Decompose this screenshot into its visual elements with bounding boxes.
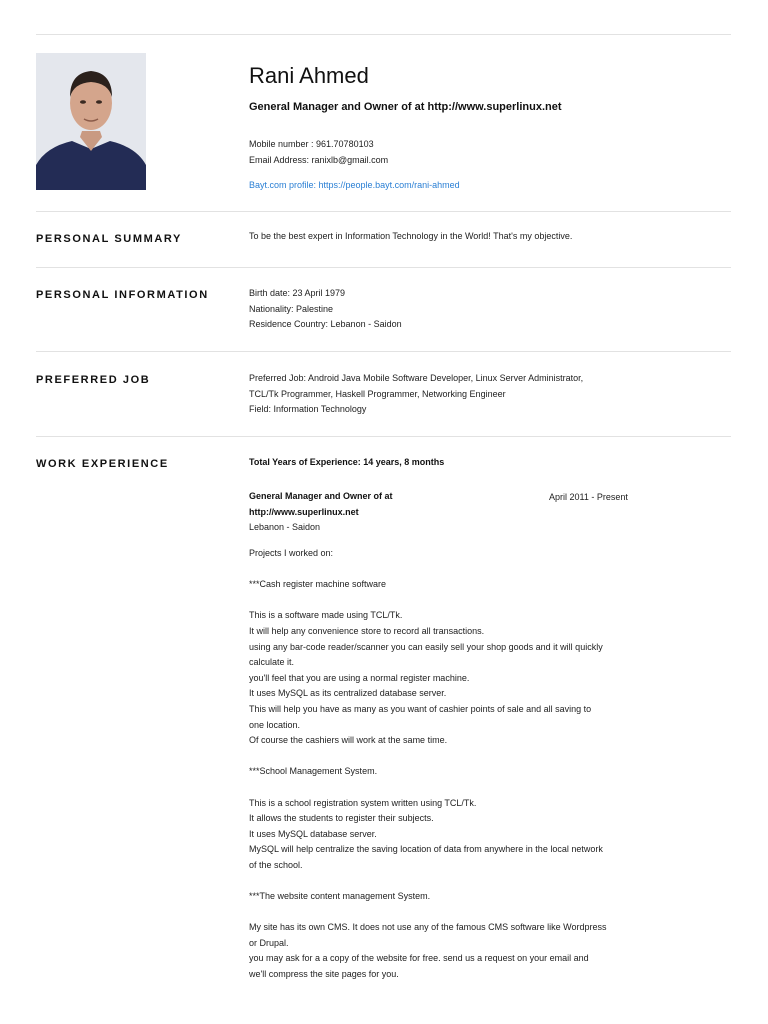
- job-description: [249, 546, 649, 983]
- job-description-line: [249, 905, 649, 921]
- preferred-field: Field: Information Technology: [249, 404, 367, 415]
- job-description-line: It will help any convenience store to record all transactions.: [249, 625, 485, 636]
- job-description-line: Projects I worked on:: [249, 548, 334, 558]
- section-title-summary: PERSONAL SUMMARY: [36, 233, 182, 245]
- section-title-personal: PERSONAL INFORMATION: [36, 289, 209, 301]
- job-title: General Manager and Owner of at: [249, 491, 393, 501]
- job-description-line: [249, 562, 649, 578]
- job-description-line: This will help you have as many as you want of cashier points of sale and all saving to: [249, 703, 592, 714]
- job-description-line: you may ask for a a copy of the website for free. send us a request on your email and: [249, 953, 589, 964]
- residence-country: Residence Country: Lebanon - Saidon: [249, 319, 402, 330]
- job-description-line: [249, 749, 649, 765]
- job-description-line: or Drupal.: [249, 937, 289, 948]
- divider-summary: [36, 211, 731, 212]
- nationality: Nationality: Palestine: [249, 303, 334, 314]
- summary-text-block: [249, 229, 649, 245]
- divider-preferred: [36, 351, 731, 352]
- profile-photo: [36, 53, 146, 190]
- divider-work: [36, 436, 731, 437]
- email-address: Email Address: ranixlb@gmail.com: [249, 155, 389, 165]
- job-description-line: [249, 593, 649, 609]
- job-description-line: [249, 873, 649, 889]
- top-divider: [36, 34, 731, 35]
- job-description-line: This is a school registration system written using TCL/Tk.: [249, 797, 477, 808]
- job-description-line: It uses MySQL database server.: [249, 828, 377, 839]
- job-description-line: of the school.: [249, 859, 303, 870]
- preferred-job-line: TCL/Tk Programmer, Haskell Programmer, Networking Engineer: [249, 388, 506, 399]
- job-description-line: It uses MySQL as its centralized database server.: [249, 688, 447, 699]
- candidate-name: Rani Ahmed: [249, 63, 369, 88]
- job-description-line: ***The website content management System.: [249, 891, 431, 902]
- job-description-line: MySQL will help centralize the saving location of data from anywhere in the local network: [249, 844, 603, 855]
- job-date-range: April 2011 - Present: [549, 492, 628, 502]
- total-experience: Total Years of Experience: 14 years, 8 months: [249, 457, 445, 467]
- job-location: Lebanon - Saidon: [249, 522, 321, 533]
- preferred-job-block: [249, 371, 649, 418]
- job-description-line: using any bar-code reader/scanner you can easily sell your shop goods and it will quickly: [249, 641, 603, 652]
- personal-info-block: [249, 286, 649, 333]
- job-description-line: ***School Management System.: [249, 766, 378, 777]
- section-title-preferred: PREFERRED JOB: [36, 374, 151, 386]
- person-photo-icon: [36, 53, 146, 190]
- job-description-line: This is a software made using TCL/Tk.: [249, 610, 403, 621]
- candidate-headline: General Manager and Owner of at http://www.superlinux.net: [249, 101, 562, 113]
- job-description-line: we'll compress the site pages for you.: [249, 969, 399, 980]
- job-company-url: http://www.superlinux.net: [249, 506, 359, 517]
- preferred-job-line: Preferred Job: Android Java Mobile Software Developer, Linux Server Administrator,: [249, 373, 584, 383]
- job-description-line: [249, 780, 649, 796]
- job-description-line: calculate it.: [249, 657, 295, 668]
- job-description-line: you'll feel that you are using a normal register machine.: [249, 672, 470, 683]
- section-title-work: WORK EXPERIENCE: [36, 458, 169, 470]
- mobile-number: Mobile number : 961.70780103: [249, 139, 374, 149]
- divider-personal: [36, 267, 731, 268]
- birth-date: Birth date: 23 April 1979: [249, 288, 346, 298]
- job-description-line: It allows the students to register their subjects.: [249, 813, 434, 824]
- job-description-line: Of course the cashiers will work at the same time.: [249, 735, 448, 746]
- job-description-line: ***Cash register machine software: [249, 579, 387, 590]
- bayt-profile-link[interactable]: Bayt.com profile: https://people.bayt.com/rani-ahmed: [249, 180, 460, 190]
- total-experience-block: [249, 455, 649, 471]
- summary-text: To be the best expert in Information Technology in the World! That's my objective.: [249, 231, 573, 241]
- job-description-line: one location.: [249, 719, 301, 730]
- job-description-line: My site has its own CMS. It does not use any of the famous CMS software like Wordpress: [249, 922, 607, 933]
